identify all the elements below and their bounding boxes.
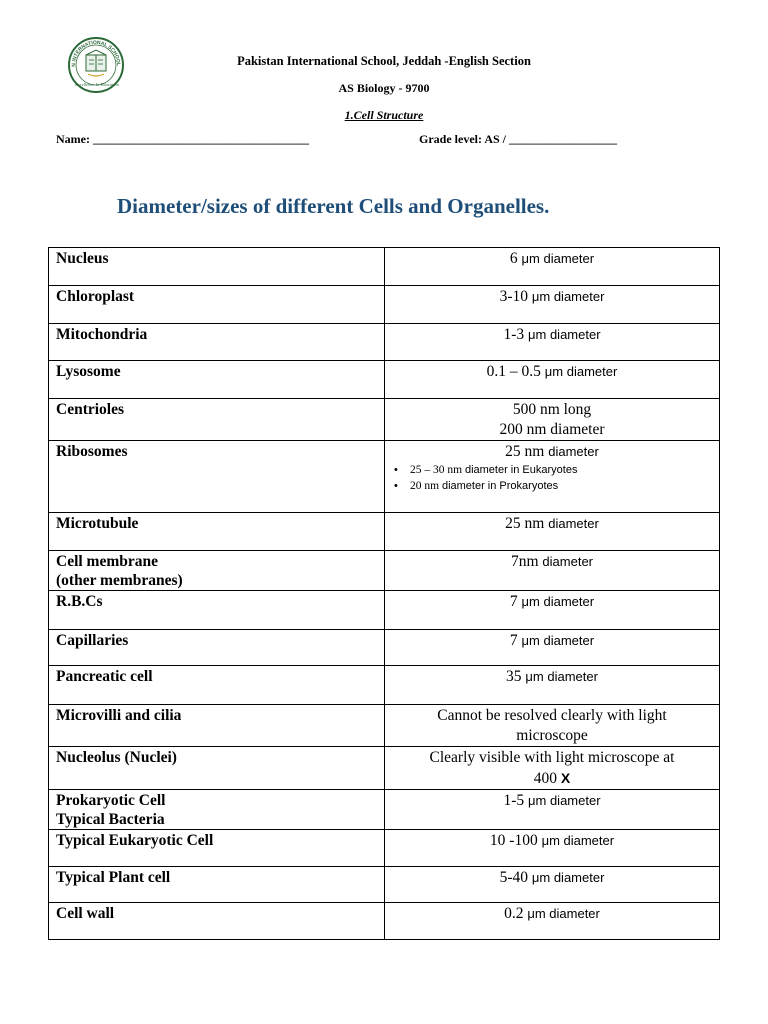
table-row	[49, 513, 720, 551]
size-number: 35	[506, 668, 526, 685]
organelle-name: Microtubule	[56, 515, 139, 532]
size-unit: μm diameter	[541, 833, 615, 848]
size-cell	[385, 591, 720, 630]
size-cell	[385, 867, 720, 903]
size-value	[385, 666, 719, 687]
logo-caption: Excellence In Education	[75, 82, 119, 87]
size-cell	[385, 361, 720, 399]
size-value	[385, 903, 719, 924]
table-row	[49, 324, 720, 361]
table-row	[49, 286, 720, 324]
size-cell	[385, 513, 720, 551]
school-name: Pakistan International School, Jeddah -English Section	[237, 54, 531, 68]
grade-level-field: Grade level: AS / __________________	[419, 132, 617, 146]
organelle-cell	[49, 591, 385, 630]
bullet-number: 20 nm	[410, 480, 442, 492]
size-number: Cannot be resolved clearly with light	[437, 707, 667, 724]
table-row	[49, 630, 720, 666]
size-cell	[385, 551, 720, 591]
size-number: 0.1 – 0.5	[486, 363, 545, 380]
size-cell	[385, 830, 720, 867]
size-unit: μm diameter	[528, 793, 601, 808]
organelle-cell	[49, 286, 385, 324]
size-number: 7nm	[510, 553, 543, 570]
size-unit: μm diameter	[544, 364, 618, 379]
table-row	[49, 361, 720, 399]
size-value	[385, 768, 719, 789]
size-unit: μm diameter	[525, 669, 598, 684]
organelle-cell	[49, 399, 385, 441]
size-number: 0.2	[504, 905, 528, 922]
size-cell	[385, 630, 720, 666]
organelle-cell	[49, 867, 385, 903]
size-number: 25 nm	[505, 515, 549, 532]
size-value	[385, 705, 719, 726]
size-number: 7	[509, 632, 522, 649]
organelle-name: Lysosome	[56, 363, 121, 380]
organelle-cell	[49, 666, 385, 705]
size-number: microscope	[516, 727, 588, 744]
bullet-icon: •	[394, 464, 398, 476]
size-value	[385, 324, 719, 345]
size-number: 6	[509, 250, 522, 267]
size-value	[385, 286, 719, 307]
size-unit: μm diameter	[521, 594, 595, 609]
size-unit: μm diameter	[527, 906, 600, 921]
size-value	[385, 361, 719, 382]
size-value	[385, 830, 719, 851]
organelle-name: Typical Plant cell	[56, 869, 171, 886]
size-number: 5-40	[499, 869, 532, 886]
name-field: Name: ____________________________________	[56, 132, 309, 146]
bullet-text: diameter in Prokaryotes	[441, 480, 559, 492]
size-number: 25 nm	[505, 443, 549, 460]
size-unit: diameter	[548, 516, 599, 531]
organelle-name: Typical Eukaryotic Cell	[56, 832, 214, 849]
organelle-cell	[49, 513, 385, 551]
organelle-name: Prokaryotic Cell	[56, 792, 166, 809]
size-number: 7	[509, 593, 522, 610]
size-unit: diameter	[548, 444, 599, 459]
organelle-cell	[49, 790, 385, 830]
size-cell	[385, 248, 720, 286]
size-value	[385, 630, 719, 651]
size-number: 1-3	[503, 326, 529, 343]
organelle-cell	[49, 324, 385, 361]
organelle-cell	[49, 830, 385, 867]
bullet-icon: •	[394, 480, 398, 492]
table-row	[49, 441, 720, 513]
size-cell	[385, 324, 720, 361]
organelle-cell	[49, 361, 385, 399]
size-value	[385, 248, 719, 269]
organelle-name: Mitochondria	[56, 326, 148, 343]
size-cell	[385, 286, 720, 324]
table-row	[49, 705, 720, 747]
list-item	[394, 478, 719, 494]
organelle-name: Nucleus	[56, 250, 109, 267]
organelle-name: Typical Bacteria	[56, 811, 165, 828]
organelle-name: Pancreatic cell	[56, 668, 153, 685]
size-cell	[385, 666, 720, 705]
size-value	[385, 551, 719, 572]
organelle-name: R.B.Cs	[56, 593, 103, 610]
table-row	[49, 903, 720, 940]
organelle-name: Capillaries	[56, 632, 129, 649]
size-cell	[385, 441, 720, 513]
organelle-cell	[49, 705, 385, 747]
organelle-name: Centrioles	[56, 401, 125, 418]
list-item	[394, 462, 719, 478]
table-row	[49, 830, 720, 867]
organelle-name: Nucleolus (Nuclei)	[56, 749, 177, 766]
organelle-cell	[49, 248, 385, 286]
size-value	[385, 420, 719, 440]
size-number: 500 nm long	[512, 401, 592, 418]
bullet-text: diameter in Eukaryotes	[464, 464, 578, 476]
size-cell	[385, 705, 720, 747]
organelle-name: Microvilli and cilia	[56, 707, 182, 724]
size-unit: μm diameter	[531, 870, 605, 885]
table-row	[49, 591, 720, 630]
size-cell	[385, 790, 720, 830]
table-row	[49, 551, 720, 591]
size-unit: μm diameter	[528, 327, 601, 342]
table-row	[49, 248, 720, 286]
organelle-name: Ribosomes	[56, 443, 128, 460]
size-cell	[385, 903, 720, 940]
page-title: Diameter/sizes of different Cells and Organelles.	[117, 194, 550, 218]
table-row	[49, 790, 720, 830]
size-unit: X	[560, 770, 571, 786]
organelle-name: Chloroplast	[56, 288, 135, 305]
organelle-cell	[49, 747, 385, 790]
size-number: 3-10	[499, 288, 532, 305]
logo-text: N INTERNATIONAL SCHOOL	[70, 39, 122, 67]
organelle-name: (other membranes)	[56, 572, 183, 589]
organelle-cell	[49, 630, 385, 666]
organelle-name: Cell membrane	[56, 553, 159, 570]
size-value	[385, 399, 719, 420]
size-value	[385, 747, 719, 768]
course-title: AS Biology - 9700	[338, 81, 430, 95]
table-row	[49, 399, 720, 441]
size-value	[385, 867, 719, 888]
table-row	[49, 666, 720, 705]
size-unit: μm diameter	[531, 289, 605, 304]
unit-title: 1.Cell Structure	[344, 108, 424, 122]
ribosome-bullets	[385, 462, 719, 494]
size-unit: diameter	[542, 554, 593, 569]
organelle-cell	[49, 903, 385, 940]
size-number: 1-5	[503, 792, 529, 809]
size-number: 200 nm diameter	[499, 421, 605, 438]
size-cell	[385, 399, 720, 441]
size-cell	[385, 747, 720, 790]
sizes-table	[48, 247, 720, 940]
size-value	[385, 591, 719, 612]
bullet-number: 25 – 30 nm	[410, 464, 465, 476]
size-unit: μm diameter	[521, 633, 595, 648]
size-value	[385, 513, 719, 534]
organelle-cell	[49, 441, 385, 513]
size-number: 400	[533, 770, 561, 787]
organelle-cell	[49, 551, 385, 591]
size-number: Clearly visible with light microscope at	[429, 749, 675, 766]
size-value	[385, 790, 719, 811]
size-number: 10 -100	[489, 832, 542, 849]
table-row	[49, 747, 720, 790]
table-row	[49, 867, 720, 903]
size-value	[385, 726, 719, 746]
organelle-name: Cell wall	[56, 905, 115, 922]
size-unit: μm diameter	[521, 251, 595, 266]
size-value	[385, 441, 719, 462]
